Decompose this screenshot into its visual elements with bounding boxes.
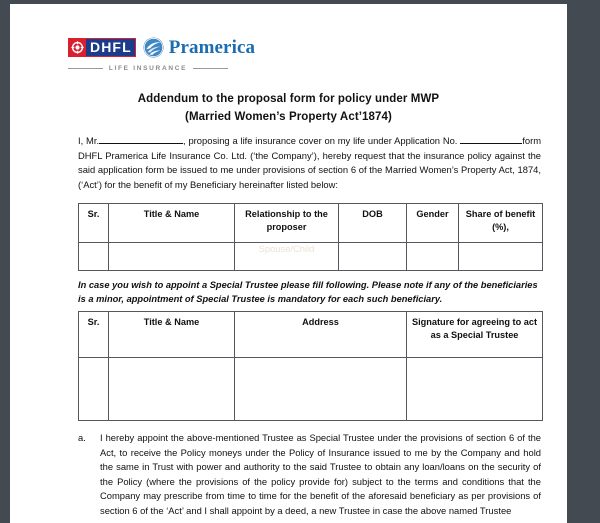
dhfl-logo-mark (68, 38, 136, 57)
cell-sr[interactable] (79, 243, 109, 271)
logo-row (68, 35, 256, 59)
tagline-rule-right (193, 68, 228, 69)
table-header-row (79, 204, 543, 243)
beneficiary-table (78, 203, 543, 271)
clause-a (78, 431, 541, 519)
dhfl-emblem-icon (69, 39, 86, 56)
special-trustee-note: In case you wish to appoint a Special Trustee please fill following. Please note if any of the beneficiaries is a minor, appointment of Special Trustee is mandatory for each such beneficiary. (78, 280, 538, 304)
col-header-sr: Sr. (79, 204, 109, 243)
cell-address[interactable] (235, 358, 407, 421)
document-page (10, 4, 567, 523)
pramerica-swirl-icon (143, 37, 164, 58)
cell-signature[interactable] (407, 358, 543, 421)
tagline-rule-left (68, 68, 103, 69)
proposer-name-blank[interactable] (99, 143, 183, 144)
col-header-share: Share of benefit (%), (459, 204, 543, 243)
cell-gender[interactable] (407, 243, 459, 271)
cell-relationship-placeholder[interactable]: Spouse/Child (235, 243, 339, 271)
col-header-title-name: Title & Name (109, 312, 235, 358)
page-title-line2: (Married Women’s Property Act’1874) (185, 111, 392, 123)
intro-paragraph (78, 134, 541, 192)
tagline-text: LIFE INSURANCE (108, 65, 188, 72)
intro-segment-2: , proposing a life insurance cover on my life under Application No. (183, 135, 458, 146)
page-title (10, 90, 567, 126)
table-row (79, 358, 543, 421)
dhfl-wordmark: DHFL (86, 39, 135, 56)
cell-title-name[interactable] (109, 243, 235, 271)
col-header-title-name: Title & Name (109, 204, 235, 243)
cell-dob[interactable] (339, 243, 407, 271)
col-header-sr: Sr. (79, 312, 109, 358)
table-header-row (79, 312, 543, 358)
col-header-relationship: Relationship to the proposer (235, 204, 339, 243)
col-header-dob: DOB (339, 204, 407, 243)
clause-a-text: I hereby appoint the above-mentioned Trustee as Special Trustee under the provisions of section 6 of the Act, to receive the Policy moneys under the Policy of Insurance issued to me by the Company and hold the same in Trust with power and authority to the said Trustee to obtain any loan/loans on the security of the Policy (where the provisions of the policy provide for) subject to the terms and conditions that the Company may prescribe from time to time for the benefit of the aforesaid beneficiary as per provisions of section 6 of the ‘Act’ and I shall appoint by a deed, a new Trustee in case the above named Trustee (100, 432, 541, 516)
page-title-line1: Addendum to the proposal form for policy under MWP (137, 93, 440, 105)
application-no-blank[interactable] (460, 143, 522, 144)
col-header-address: Address (235, 312, 407, 358)
cell-share[interactable] (459, 243, 543, 271)
cell-title-name[interactable] (109, 358, 235, 421)
pramerica-wordmark: Pramerica (168, 36, 256, 58)
col-header-signature: Signature for agreeing to act as a Special Trustee (407, 312, 543, 358)
intro-segment-3: form DHFL Pramerica Life Insurance Co. Ltd. (‘the Company’), hereby request that the insurance policy against the said application form be issued to me under provisions of section 6 of the Married Women’s Property Act, 1874, (‘Act’) for the benefit of my Beneficiary hereinafter listed below: (78, 135, 541, 190)
table-row (79, 243, 543, 271)
special-trustee-table (78, 311, 543, 421)
col-header-gender: Gender (407, 204, 459, 243)
cell-sr[interactable] (79, 358, 109, 421)
logo-tagline (68, 65, 228, 72)
company-logo (68, 35, 256, 72)
intro-segment-1: I, Mr. (78, 135, 100, 146)
clause-a-marker: a. (78, 432, 86, 443)
